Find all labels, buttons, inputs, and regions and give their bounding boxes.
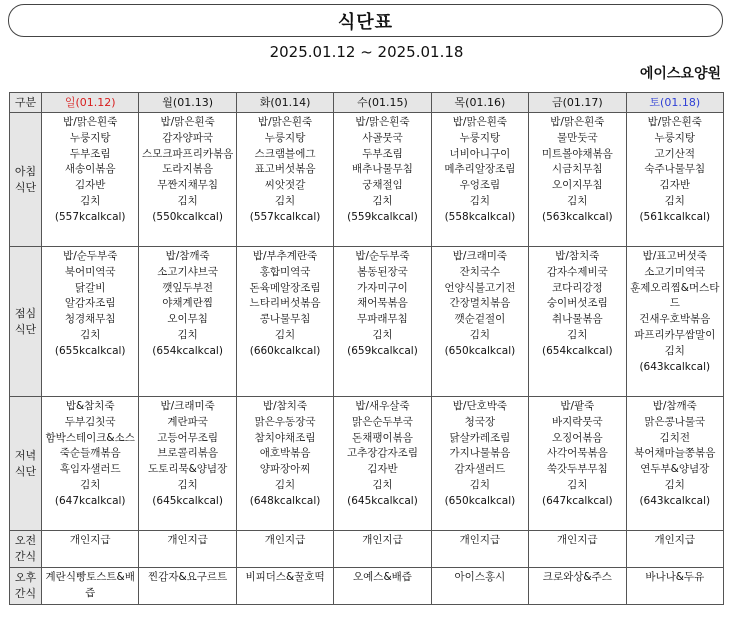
menu-item: 가자미구이 [357, 281, 408, 294]
menu-item: 채어묵볶음 [357, 297, 408, 310]
menu-item: 밥/순두부죽 [355, 250, 410, 262]
menu-cell [236, 247, 333, 397]
menu-item: 북어채마늘쫑볶음 [634, 447, 716, 460]
header-day-tue: 화(01.14) [236, 93, 333, 113]
menu-cell [431, 568, 528, 605]
menu-item: 밥/단호박죽 [452, 400, 508, 412]
menu-item: 맑은우동장국 [254, 415, 316, 428]
menu-item: 비피더스&꿀호떡 [245, 571, 325, 583]
menu-item: 밥/맑은흰죽 [63, 116, 118, 128]
menu-cell [139, 531, 236, 568]
menu-item: 도토리묵&양념장 [148, 463, 228, 476]
menu-item: 김치 [274, 194, 296, 207]
menu-item: 감자샐러드 [454, 463, 506, 476]
header-day-wed: 수(01.15) [334, 93, 431, 113]
menu-item: 사각어묵볶음 [546, 447, 608, 460]
menu-item: 애호박볶음 [259, 447, 311, 460]
menu-cell [626, 397, 723, 531]
menu-item: (643kcalkcal) [639, 360, 711, 373]
header-day-sun: 일(01.12) [42, 93, 139, 113]
menu-item: 김치 [664, 478, 685, 491]
menu-item: 코다리강정 [551, 281, 603, 294]
menu-item: (563kcalkcal) [541, 210, 613, 223]
menu-item: 밥/참깨죽 [165, 250, 210, 262]
menu-cell [139, 397, 236, 531]
menu-item: 밥/맑은흰죽 [647, 116, 702, 128]
menu-cell [334, 113, 431, 247]
menu-item: (645kcalkcal) [347, 494, 418, 507]
row-label-line: 오전 [14, 534, 37, 547]
header-day-fri: 금(01.17) [529, 93, 626, 113]
menu-cell [42, 568, 139, 605]
menu-item: 개인지급 [264, 534, 306, 546]
menu-item: 크로와상&주스 [542, 571, 612, 583]
menu-item: 알감자조림 [64, 297, 116, 310]
menu-cell [431, 247, 528, 397]
menu-item: 깻잎두부전 [162, 281, 213, 294]
menu-cell [431, 113, 528, 247]
menu-item: 취나물볶음 [551, 313, 603, 326]
menu-cell [42, 397, 139, 531]
menu-item: 밥/맑은흰죽 [160, 116, 215, 128]
menu-item: 훈제오리찜&머스타드 [630, 281, 720, 310]
menu-item: 씨앗젓갈 [264, 179, 306, 192]
menu-item: 누룽지탕 [459, 131, 501, 144]
menu-item: 가지나물볶음 [449, 447, 511, 460]
menu-item: 북어미역국 [64, 265, 116, 278]
row-label-line: 식단 [14, 322, 37, 336]
menu-item: 계란파국 [167, 415, 208, 428]
menu-item: (660kcalkcal) [249, 344, 321, 357]
menu-item: 돈육메알장조림 [249, 281, 321, 294]
menu-item: 시금치무침 [551, 163, 603, 176]
menu-item: 새송이볶음 [64, 163, 116, 176]
menu-item: 밥&참치죽 [65, 400, 115, 412]
menu-item: 누룽지탕 [264, 131, 306, 144]
menu-item: 소고기샤브국 [157, 265, 219, 278]
menu-item: 김치 [80, 328, 101, 341]
menu-item: 파프리카무쌈말이 [634, 328, 716, 341]
meal-row-breakfast [10, 113, 724, 247]
menu-item: 아이스홍시 [454, 571, 506, 583]
menu-item: 계란식빵토스트&배즙 [45, 571, 135, 599]
menu-item: 홍합미역국 [259, 265, 311, 278]
menu-item: 스크램블에그 [254, 147, 316, 160]
menu-item: 깻순겉절이 [454, 313, 506, 326]
row-label [10, 247, 42, 397]
menu-item: 김치 [274, 478, 296, 491]
menu-item: 맑은순두부국 [352, 415, 413, 428]
menu-item: 김치 [372, 194, 393, 207]
facility-name: 에이스요양원 [639, 66, 721, 82]
menu-item: 밥/참치죽 [262, 400, 308, 412]
menu-item: 김치 [274, 328, 296, 341]
menu-item: 표고버섯볶음 [254, 163, 316, 176]
menu-item: 김치 [567, 328, 588, 341]
meal-row-afternoon-snack [10, 568, 724, 605]
menu-item: 감자양파국 [162, 131, 213, 144]
menu-item: 김치 [469, 328, 491, 341]
meal-row-dinner [10, 397, 724, 531]
menu-item: 연두부&양념장 [640, 463, 710, 476]
menu-item: 숭이버섯조림 [546, 297, 608, 310]
menu-item: 개인지급 [69, 534, 111, 546]
menu-cell [236, 568, 333, 605]
menu-item: 미트볼야채볶음 [541, 147, 613, 160]
menu-item: (654kcalkcal) [152, 344, 223, 357]
menu-item: 밥/새우살죽 [355, 400, 410, 412]
menu-item: 콩나물무침 [259, 313, 311, 326]
menu-item: (650kcalkcal) [444, 344, 516, 357]
row-label-line: 간식 [14, 587, 37, 600]
menu-cell [529, 113, 626, 247]
menu-table [9, 92, 724, 605]
row-label-line: 저녁 [14, 448, 37, 462]
menu-cell [626, 531, 723, 568]
menu-item: 김치 [372, 328, 393, 341]
menu-item: (655kcalkcal) [54, 344, 126, 357]
menu-cell [626, 113, 723, 247]
menu-item: 함박스테이크&소스 [45, 431, 135, 444]
menu-item: (645kcalkcal) [152, 494, 223, 507]
menu-cell [626, 568, 723, 605]
menu-item: 두부김칫국 [64, 415, 116, 428]
header-day-sat: 토(01.18) [626, 93, 723, 113]
row-label-line: 아침 [14, 164, 37, 178]
menu-cell [42, 531, 139, 568]
menu-item: 메추리알장조림 [444, 163, 516, 176]
menu-item: 밥/맑은흰죽 [355, 116, 410, 128]
menu-item: 찐감자&요구르트 [148, 571, 228, 583]
menu-item: 밥/참치죽 [555, 250, 600, 262]
menu-item: 오예스&배즙 [353, 571, 412, 583]
menu-item: 참치야채조림 [254, 431, 316, 444]
menu-item: 무파래무침 [357, 313, 408, 326]
menu-item: 김자반 [367, 463, 398, 476]
menu-item: 물만둣국 [557, 131, 598, 144]
menu-item: 고추장감자조림 [346, 447, 418, 460]
menu-item: (557kcalkcal) [249, 210, 321, 223]
menu-item: 밥/참깨죽 [652, 400, 697, 412]
menu-item: 닭살카레조림 [449, 431, 511, 444]
menu-item: 김치 [664, 194, 685, 207]
menu-item: (558kcalkcal) [444, 210, 516, 223]
row-label [10, 113, 42, 247]
row-label [10, 531, 42, 568]
menu-item: (557kcalkcal) [54, 210, 126, 223]
menu-item: (648kcalkcal) [249, 494, 321, 507]
row-label [10, 568, 42, 605]
row-label-line: 점심 [14, 306, 37, 320]
menu-item: (659kcalkcal) [347, 344, 418, 357]
header-day-thu: 목(01.16) [431, 93, 528, 113]
menu-item: (647kcalkcal) [541, 494, 613, 507]
menu-item: 김치 [177, 478, 198, 491]
menu-item: 바나나&두유 [645, 571, 705, 583]
menu-item: 소고기미역국 [644, 265, 706, 278]
header-category: 구분 [10, 93, 42, 113]
menu-item: 오이지무침 [551, 179, 603, 192]
menu-cell [529, 568, 626, 605]
menu-item: 오이무침 [167, 313, 208, 326]
menu-cell [236, 531, 333, 568]
menu-item: 닭갈비 [74, 281, 106, 294]
header-row [10, 93, 724, 113]
menu-item: 김치 [567, 478, 588, 491]
menu-item: 봄동된장국 [357, 265, 408, 278]
menu-item: 밥/맑은흰죽 [452, 116, 508, 128]
menu-item: 도라지볶음 [162, 163, 213, 176]
menu-body [10, 113, 724, 605]
menu-item: 개인지급 [167, 534, 208, 546]
menu-item: (654kcalkcal) [541, 344, 613, 357]
page-title: 식단표 [8, 4, 723, 37]
menu-item: 김치 [177, 328, 198, 341]
menu-item: 쑥갓두부무침 [546, 463, 608, 476]
meal-row-lunch [10, 247, 724, 397]
menu-item: 배추나물무침 [352, 163, 413, 176]
menu-item: 돈채팽이볶음 [352, 431, 413, 444]
menu-item: 맑은콩나물국 [644, 415, 706, 428]
menu-cell [334, 247, 431, 397]
menu-item: 감자수제비국 [546, 265, 608, 278]
menu-item: 개인지급 [654, 534, 696, 546]
row-label [10, 397, 42, 531]
menu-item: 김치전 [659, 431, 690, 444]
menu-cell [139, 247, 236, 397]
menu-item: 누룽지탕 [69, 131, 111, 144]
menu-item: 야채계란찜 [162, 297, 213, 310]
menu-item: 흑임자샐러드 [59, 463, 121, 476]
menu-item: 우엉조림 [459, 179, 501, 192]
menu-item: 개인지급 [557, 534, 598, 546]
menu-cell [431, 397, 528, 531]
menu-item: 숙주나물무침 [644, 163, 706, 176]
menu-item: 두부조림 [69, 147, 111, 160]
menu-cell [236, 113, 333, 247]
date-range: 2025.01.12 ~ 2025.01.18 [269, 43, 464, 61]
menu-item: 스모크파프리카볶음 [141, 147, 234, 160]
menu-item: 죽순들깨볶음 [59, 447, 121, 460]
menu-item: 건새우호박볶음 [639, 313, 711, 326]
menu-item: 고등어무조림 [157, 431, 219, 444]
menu-item: (559kcalkcal) [347, 210, 418, 223]
menu-item: 김자반 [659, 179, 690, 192]
menu-item: 느타리버섯볶음 [249, 297, 321, 310]
menu-item: 밥/표고버섯죽 [642, 250, 707, 262]
menu-item: 김치 [469, 194, 491, 207]
menu-item: (643kcalkcal) [639, 494, 711, 507]
menu-cell [529, 397, 626, 531]
menu-cell [236, 397, 333, 531]
menu-item: 김치 [177, 194, 198, 207]
menu-cell [334, 531, 431, 568]
menu-cell [139, 568, 236, 605]
menu-item: 양파장아찌 [259, 463, 311, 476]
menu-cell [431, 531, 528, 568]
menu-item: 김치 [567, 194, 588, 207]
menu-cell [139, 113, 236, 247]
menu-item: 청경채무침 [64, 313, 116, 326]
menu-cell [529, 247, 626, 397]
menu-item: 밥/크래미죽 [160, 400, 215, 412]
menu-item: 밥/순두부죽 [63, 250, 118, 262]
menu-item: (650kcalkcal) [444, 494, 516, 507]
menu-item: 김치 [372, 478, 393, 491]
row-label-line: 오후 [14, 571, 37, 584]
menu-item: 김치 [469, 478, 491, 491]
menu-item: 오징어볶음 [551, 431, 603, 444]
menu-cell [529, 531, 626, 568]
menu-item: 개인지급 [459, 534, 501, 546]
menu-item: (647kcalkcal) [54, 494, 126, 507]
menu-item: 누룽지탕 [654, 131, 696, 144]
menu-cell [626, 247, 723, 397]
menu-item: 언양식불고기전 [444, 281, 516, 294]
menu-item: 무짠지채무침 [157, 179, 219, 192]
menu-item: 밥/크래미죽 [452, 250, 508, 262]
menu-item: 사골뭇국 [362, 131, 403, 144]
menu-cell [334, 397, 431, 531]
menu-item: 밥/맑은흰죽 [550, 116, 605, 128]
menu-item: 바지락뭇국 [551, 415, 603, 428]
menu-item: (561kcalkcal) [639, 210, 711, 223]
menu-item: 밥/팥죽 [560, 400, 595, 412]
header-day-mon: 월(01.13) [139, 93, 236, 113]
meal-row-morning-snack [10, 531, 724, 568]
menu-cell [42, 247, 139, 397]
menu-item: 너비아니구이 [449, 147, 511, 160]
menu-item: 궁채절임 [362, 179, 403, 192]
menu-item: 김치 [80, 194, 101, 207]
menu-item: 김치 [664, 344, 685, 357]
menu-cell [334, 568, 431, 605]
menu-item: 밥/맑은흰죽 [257, 116, 313, 128]
menu-item: 잔치국수 [459, 265, 501, 278]
menu-item: 청국장 [464, 415, 496, 428]
row-label-line: 식단 [14, 180, 37, 194]
menu-item: 개인지급 [362, 534, 403, 546]
menu-item: 두부조림 [362, 147, 403, 160]
menu-item: 고기산적 [654, 147, 696, 160]
menu-item: 김치 [80, 478, 101, 491]
row-label-line: 식단 [14, 464, 37, 478]
menu-cell [42, 113, 139, 247]
menu-item: 브로콜리볶음 [157, 447, 219, 460]
row-label-line: 간식 [14, 550, 37, 563]
menu-item: 간장멸치볶음 [449, 297, 511, 310]
menu-item: 김자반 [74, 179, 106, 192]
menu-item: (550kcalkcal) [152, 210, 223, 223]
menu-item: 밥/부추계란죽 [252, 250, 318, 262]
